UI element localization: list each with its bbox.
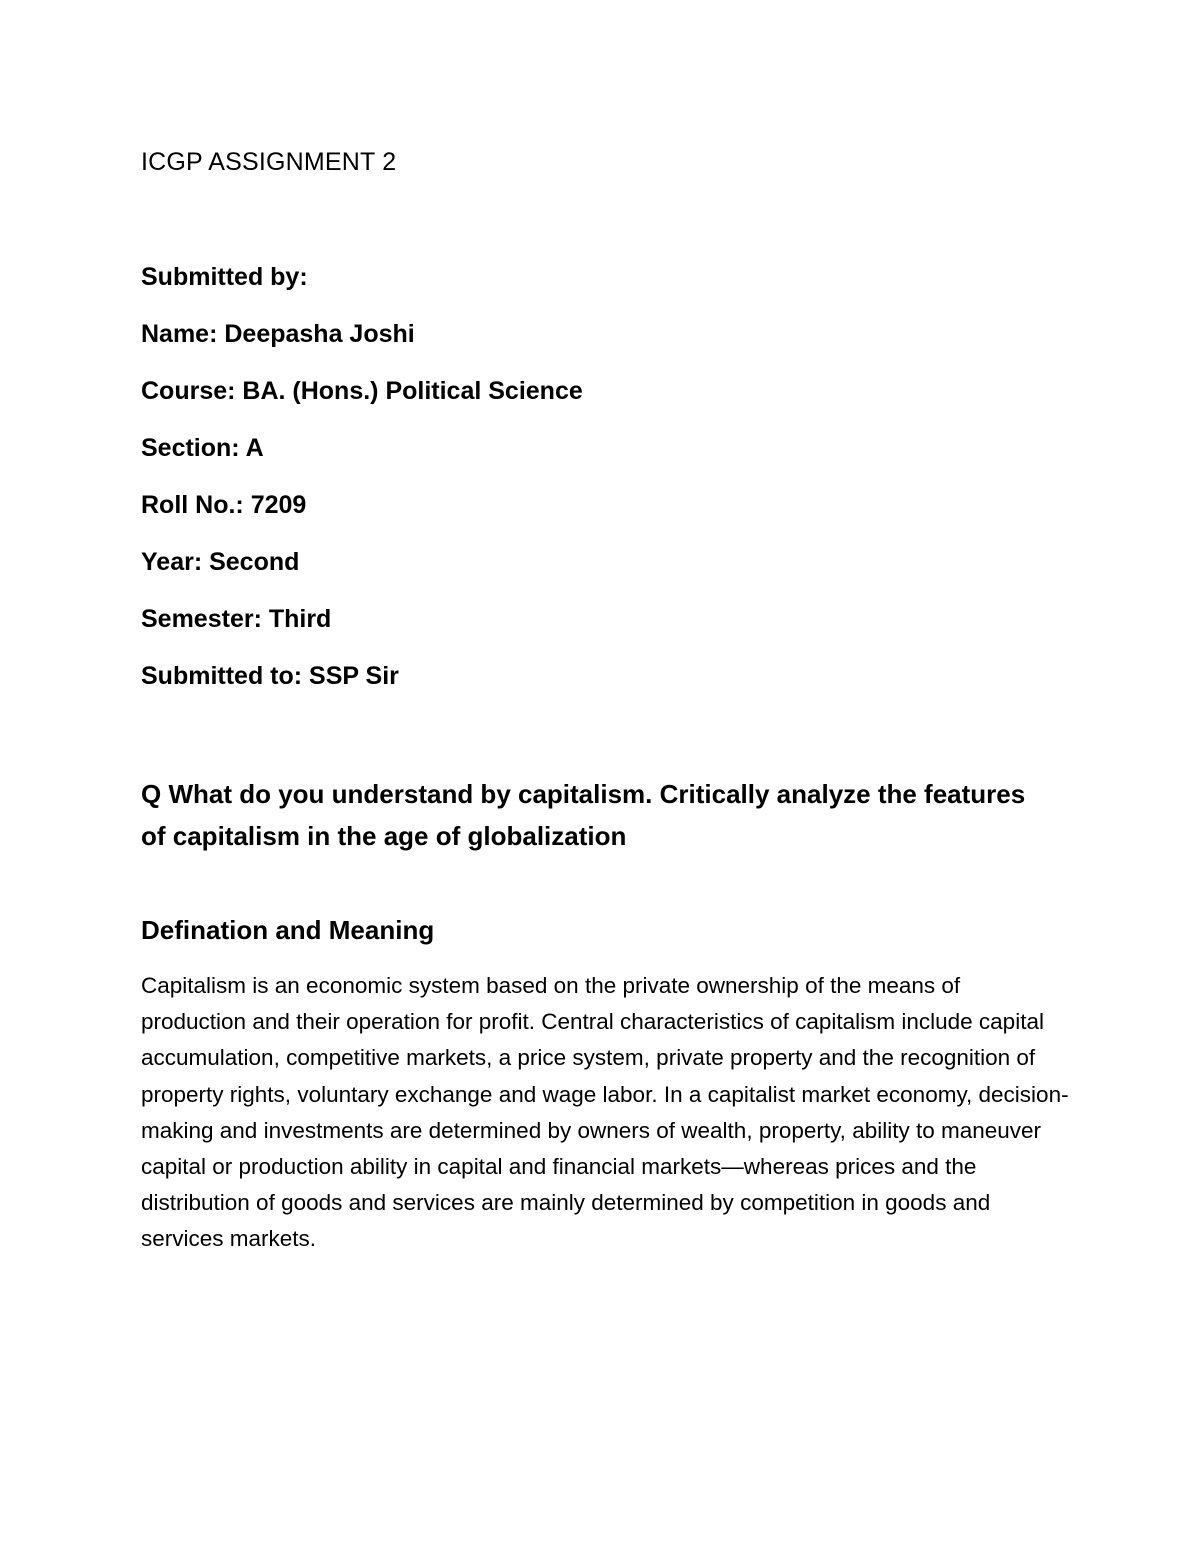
submitted-to: Submitted to: SSP Sir: [141, 662, 399, 690]
semester: Semester: Third: [141, 605, 332, 633]
assignment-question: Q What do you understand by capitalism. Critically analyze the features of capitalism in the age of globalization: [141, 779, 1026, 851]
section: Section: A: [141, 434, 264, 462]
student-name: Name: Deepasha Joshi: [141, 320, 415, 348]
section-heading: Defination and Meaning: [141, 915, 435, 945]
roll-number: Roll No.: 7209: [141, 491, 307, 519]
year: Year: Second: [141, 548, 300, 576]
document-title: ICGP ASSIGNMENT 2: [141, 148, 397, 176]
submission-info: [141, 262, 583, 718]
body-paragraph: Capitalism is an economic system based on the private ownership of the means of production and their operation for profit. Central characteristics of capitalism include capital accumulation, competitive markets, a price system, private property and the recognition of property rights, voluntary exchange and wage labor. In a capitalist market economy, decision-making and investments are determined by owners of wealth, property, ability to maneuver capital or production ability in capital and financial markets—whereas prices and the distribution of goods and services are mainly determined by competition in goods and services markets.: [141, 973, 1069, 1252]
submitted-by-label: Submitted by:: [141, 263, 308, 291]
course: Course: BA. (Hons.) Political Science: [141, 377, 583, 405]
